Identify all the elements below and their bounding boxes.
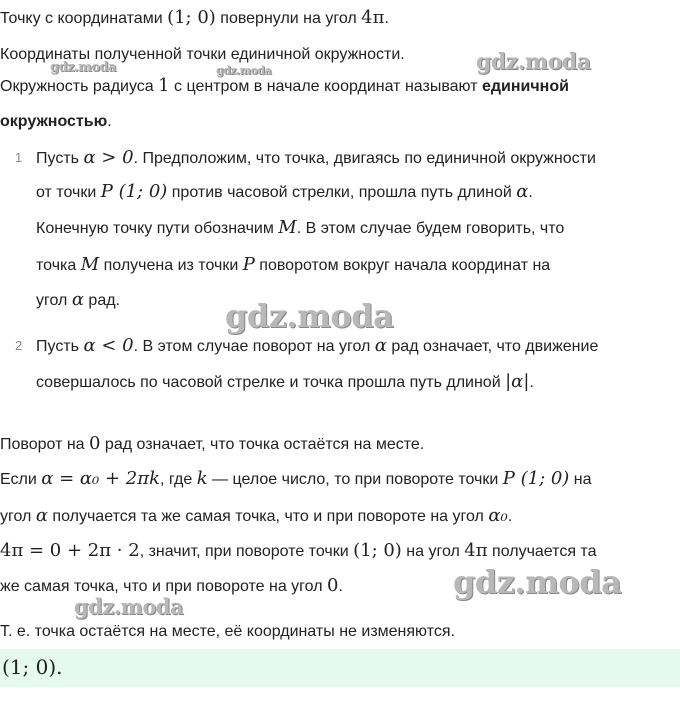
math: M	[278, 217, 297, 238]
watermark: gdz.moda	[50, 60, 117, 75]
paragraph-period-b	[0, 504, 512, 529]
math: α > 0	[83, 147, 134, 168]
text: получается та	[487, 543, 597, 560]
text: на угол	[401, 543, 465, 560]
text: рад означает, что точка остаётся на месте.	[100, 436, 425, 453]
math: 0	[89, 433, 101, 454]
paragraph-4pi-a	[0, 539, 596, 564]
text: Если	[0, 471, 42, 488]
subtitle-line: Координаты полученной точки единичной окружности.	[0, 46, 405, 63]
math: α	[516, 181, 529, 202]
text: совершалось по часовой стрелке и точка прошла путь длиной	[36, 374, 506, 391]
text: . В этом случае поворот на угол	[133, 338, 375, 355]
text: Поворот на	[0, 436, 90, 453]
text: Точку с координатами	[0, 10, 168, 27]
paragraph-period-a	[0, 467, 592, 492]
text: повернули на угол	[215, 10, 362, 27]
math: P	[242, 254, 255, 275]
text: точка	[36, 257, 81, 274]
term-bold: окружностью	[0, 113, 108, 130]
math-point: (1; 0)	[167, 7, 216, 28]
answer-box	[0, 649, 680, 687]
text: же самая точка, что и при повороте на угол	[0, 578, 327, 595]
text: . Предположим, что точка, двигаясь по единичной окружности	[133, 150, 596, 167]
text: на	[569, 471, 592, 488]
definition-line	[0, 74, 569, 99]
math: α < 0	[83, 335, 134, 356]
list-number: 1	[15, 150, 23, 165]
list-item-1-line-b	[36, 180, 533, 205]
text: Окружность радиуса	[0, 78, 159, 95]
text: рад.	[83, 292, 120, 309]
definition-line-2	[0, 110, 112, 134]
text: .	[529, 374, 534, 391]
math: 4π	[464, 540, 488, 561]
text: рад означает, что движение	[386, 338, 599, 355]
list-item-2-line-b	[36, 370, 534, 395]
math: α	[35, 505, 48, 526]
text: — целое число, то при повороте точки	[207, 471, 503, 488]
math-angle: 4π	[361, 7, 385, 28]
list-item-1-line-d	[36, 253, 550, 278]
text: Пусть	[36, 150, 84, 167]
text: поворотом вокруг начала координат на	[254, 257, 551, 274]
text: .	[384, 10, 389, 27]
text: . В этом случае будем говорить, что	[296, 220, 565, 237]
conclusion-line: Т. е. точка остаётся на месте, её координаты не изменяются.	[0, 623, 455, 640]
math: |α|	[505, 371, 530, 392]
text: .	[107, 113, 112, 130]
text: от точки	[36, 184, 101, 201]
math: k	[196, 468, 208, 489]
watermark: gdz.moda	[216, 64, 272, 77]
math: M	[80, 254, 100, 275]
math: (1; 0)	[353, 540, 402, 561]
watermark: gdz.moda	[453, 563, 622, 601]
text: против часовой стрелки, прошла путь длиной	[167, 184, 517, 201]
term-bold: единичной	[481, 78, 569, 95]
watermark: gdz.moda	[476, 49, 591, 75]
list-item-1-line-e	[36, 288, 120, 313]
text: , где	[160, 471, 197, 488]
text: Пусть	[36, 338, 84, 355]
math: 4π = 0 + 2π · 2	[0, 540, 140, 561]
watermark: gdz.moda	[74, 594, 184, 619]
math: P (1; 0)	[502, 468, 570, 489]
text: получается та же самая точка, что и при повороте на угол	[47, 508, 489, 525]
list-number: 2	[15, 338, 23, 353]
math: 0	[327, 575, 339, 596]
text: .	[338, 578, 343, 595]
text: .	[528, 184, 533, 201]
list-item-2-line-a	[36, 334, 598, 359]
list-item-1-line-c	[36, 216, 564, 241]
text: .	[507, 508, 513, 525]
math: α₀	[488, 505, 508, 526]
math: P (1; 0)	[100, 181, 168, 202]
text: угол	[36, 292, 72, 309]
text: угол	[0, 508, 36, 525]
text: Конечную точку пути обозначим	[36, 220, 279, 237]
math: α	[374, 335, 387, 356]
list-item-1-line-a	[36, 146, 596, 171]
text: получена из точки	[99, 257, 243, 274]
math: α	[71, 289, 84, 310]
math: α = α₀ + 2πk	[41, 468, 160, 489]
answer-value: (1; 0).	[2, 655, 63, 679]
watermark: gdz.moda	[225, 297, 394, 335]
paragraph-zero-rotation	[0, 432, 424, 457]
intro-line	[0, 6, 389, 31]
math-one: 1	[158, 75, 170, 96]
text: , значит, при повороте точки	[139, 543, 354, 560]
text: с центром в начале координат называют	[169, 78, 482, 95]
